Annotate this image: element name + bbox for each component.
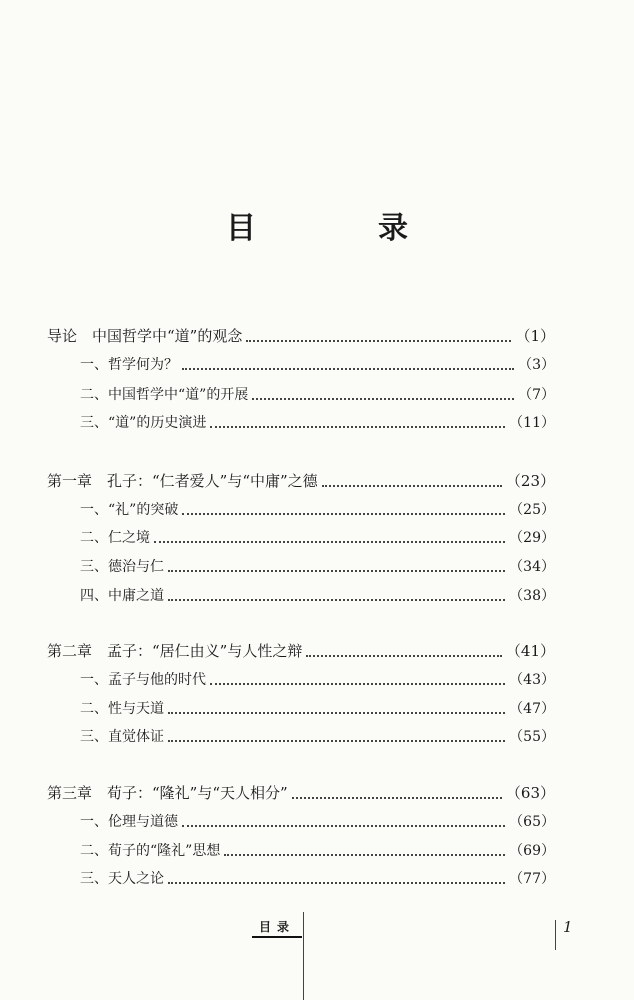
toc-entry-page: （11） [509,415,555,431]
toc-entry-label: 二、性与天道 [80,701,164,717]
toc-entry-label: 第三章 荀子：“隆礼”与“天人相分” [47,784,288,802]
dot-leader [292,797,502,799]
toc-entry-label: 一、哲学何为？ [80,357,178,373]
toc-entry-page: （69） [509,843,555,859]
toc-entry[interactable] [80,807,555,831]
toc-entry[interactable] [80,552,555,576]
toc-entry[interactable] [47,779,555,803]
toc-entry-label: 二、中国哲学中“道”的开展 [80,387,249,403]
dot-leader [168,740,505,742]
toc-entry-page: （43） [509,672,555,688]
toc-entry-label: 第一章 孔子：“仁者爱人”与“中庸”之德 [47,472,318,490]
toc-entry[interactable] [47,322,555,346]
toc-entry[interactable] [80,495,555,519]
toc-entry[interactable] [80,408,555,432]
dot-leader [182,513,505,515]
dot-leader [168,882,505,884]
toc-entry-page: （23） [505,472,555,490]
toc-entry-label: 一、孟子与他的时代 [80,672,206,688]
folio-divider [555,920,556,950]
toc-entry[interactable] [80,665,555,689]
dot-leader [322,485,502,487]
toc-entry-label: 第二章 孟子：“居仁由义”与人性之辩 [47,642,303,660]
toc-entry-page: （29） [509,530,555,546]
toc-entry-label: 二、仁之境 [80,530,150,546]
dot-leader [168,599,505,601]
toc-entry-page: （7） [518,387,555,403]
toc-entry-page: （63） [505,784,555,802]
toc-entry-page: （25） [509,502,555,518]
running-title: 目录 [252,918,302,938]
dot-leader [246,340,511,342]
toc-entry-label: 三、“道”的历史演进 [80,415,207,431]
toc-entry-page: （41） [505,642,555,660]
toc-entry[interactable] [80,523,555,547]
footer-divider [303,912,304,1000]
toc-entry[interactable] [80,836,555,860]
toc-entry[interactable] [80,380,555,404]
toc-entry-page: （34） [509,559,555,575]
toc-entry[interactable] [80,864,555,888]
dot-leader [182,368,514,370]
toc-entry-page: （47） [509,701,555,717]
toc-entry[interactable] [80,581,555,605]
toc-entry-label: 二、荀子的“隆礼”思想 [80,843,221,859]
toc-entry[interactable] [80,350,555,374]
dot-leader [210,426,505,428]
toc-entry-page: （38） [509,588,555,604]
page-number: 1 [563,918,573,936]
toc-entry-label: 一、“礼”的突破 [80,502,179,518]
toc-entry-page: （77） [509,871,555,887]
dot-leader [224,854,505,856]
dot-leader [168,712,505,714]
toc-entry-label: 一、伦理与道德 [80,814,178,830]
toc-entry-page: （3） [518,357,555,373]
toc-entry-label: 三、直觉体证 [80,729,164,745]
toc-entry[interactable] [80,722,555,746]
page-title: 目 录 [226,211,454,246]
toc-entry-page: （55） [509,729,555,745]
dot-leader [252,398,514,400]
toc-entry[interactable] [47,637,555,661]
dot-leader [182,825,505,827]
dot-leader [210,683,505,685]
toc-entry[interactable] [80,694,555,718]
toc-entry-label: 三、天人之论 [80,871,164,887]
toc-entry-page: （1） [515,327,555,345]
dot-leader [154,541,505,543]
dot-leader [168,570,505,572]
toc-entry-label: 四、中庸之道 [80,588,164,604]
toc-entry-page: （65） [509,814,555,830]
dot-leader [306,655,502,657]
toc-entry-label: 三、德治与仁 [80,559,164,575]
toc-entry[interactable] [47,467,555,491]
toc-entry-label: 导论 中国哲学中“道”的观念 [47,327,243,345]
